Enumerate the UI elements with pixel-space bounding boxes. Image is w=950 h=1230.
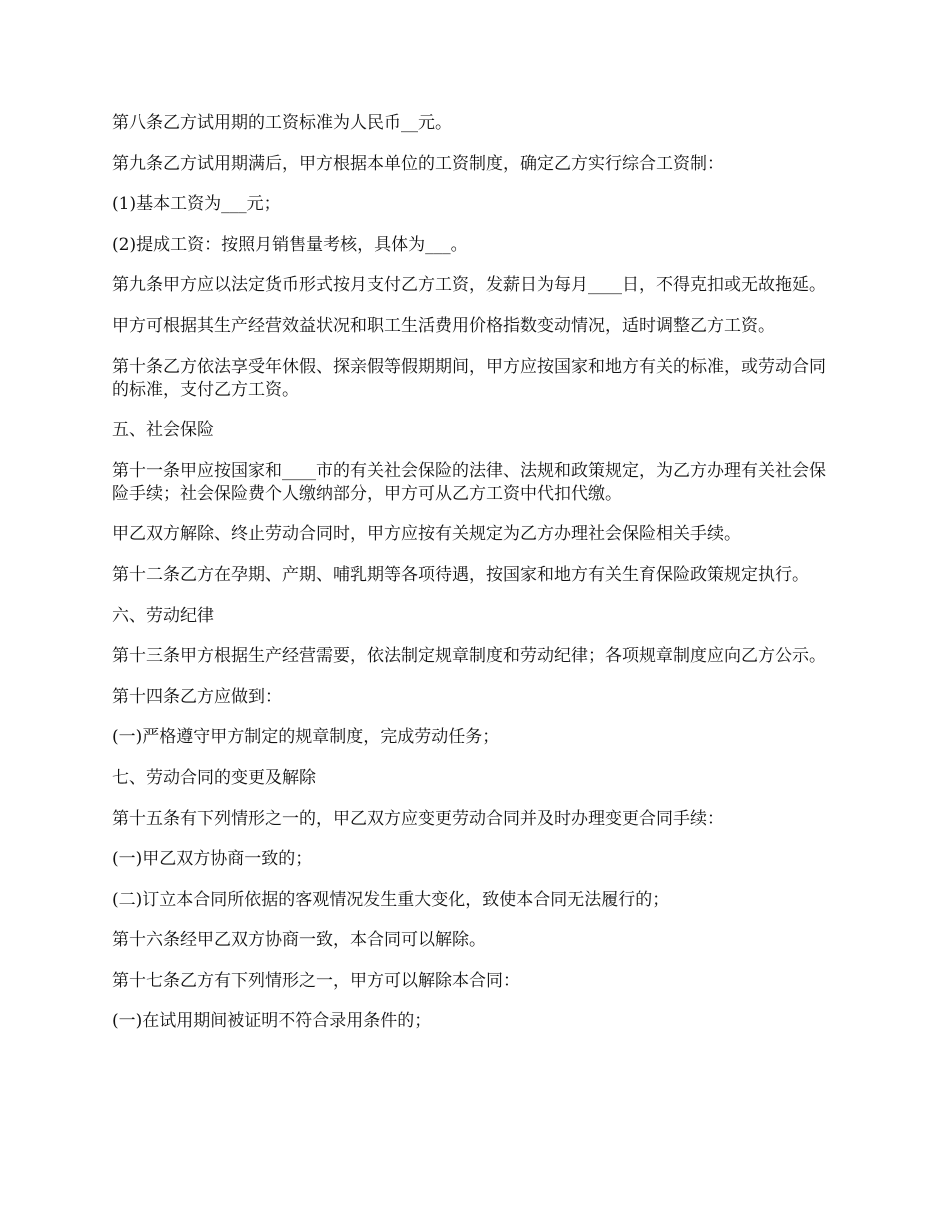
paragraph-basic-wage: (1)基本工资为___元； [112, 194, 281, 215]
document-body [112, 112, 842, 1051]
paragraph-article-17-item-1: (一)在试用期间被证明不符合录用条件的； [112, 1011, 432, 1032]
paragraph-article-12: 第十二条乙方在孕期、产期、哺乳期等各项待遇，按国家和地方有关生育保险政策规定执行。 [112, 564, 809, 585]
paragraph-article-14-item-1: (一)严格遵守甲方制定的规章制度，完成劳动任务； [112, 727, 500, 748]
paragraph-wage-adjustment: 甲方可根据其生产经营效益状况和职工生活费用价格指数变动情况，适时调整乙方工资。 [112, 315, 775, 336]
section-heading-labor-discipline: 六、劳动纪律 [112, 605, 214, 626]
section-heading-contract-change: 七、劳动合同的变更及解除 [112, 767, 316, 788]
paragraph-article-15-item-2: (二)订立本合同所依据的客观情况发生重大变化，致使本合同无法履行的； [112, 889, 670, 910]
paragraph-article-14: 第十四条乙方应做到： [112, 686, 282, 707]
section-heading-social-insurance: 五、社会保险 [112, 420, 214, 441]
paragraph-article-16: 第十六条经甲乙双方协商一致，本合同可以解除。 [112, 930, 486, 951]
paragraph-article-13: 第十三条甲方根据生产经营需要，依法制定规章制度和劳动纪律；各项规章制度应向乙方公示。 [112, 646, 826, 667]
paragraph-article-15: 第十五条有下列情形之一的，甲乙双方应变更劳动合同并及时办理变更合同手续： [112, 808, 724, 829]
paragraph-article-10: 第十条乙方依法享受年休假、探亲假等假期期间，甲方应按国家和地方有关的标准，或劳动合同的标准，支付乙方工资。 [112, 356, 826, 400]
paragraph-article-8: 第八条乙方试用期的工资标准为人民币__元。 [112, 113, 452, 133]
paragraph-insurance-termination: 甲乙双方解除、终止劳动合同时，甲方应按有关规定为乙方办理社会保险相关手续。 [112, 524, 741, 545]
paragraph-article-9-wage-system: 第九条乙方试用期满后，甲方根据本单位的工资制度，确定乙方实行综合工资制： [112, 153, 724, 174]
paragraph-article-11: 第十一条甲应按国家和____市的有关社会保险的法律、法规和政策规定，为乙方办理有关社会保险手续；社会保险费个人缴纳部分，甲方可从乙方工资中代扣代缴。 [112, 460, 826, 504]
paragraph-article-17: 第十七条乙方有下列情形之一，甲方可以解除本合同： [112, 970, 520, 991]
paragraph-commission-wage: (2)提成工资：按照月销售量考核，具体为___。 [112, 234, 468, 255]
paragraph-article-15-item-1: (一)甲乙双方协商一致的； [112, 849, 313, 870]
paragraph-article-9-payment: 第九条甲方应以法定货币形式按月支付乙方工资，发薪日为每月____日，不得克扣或无故拖延。 [112, 275, 826, 296]
